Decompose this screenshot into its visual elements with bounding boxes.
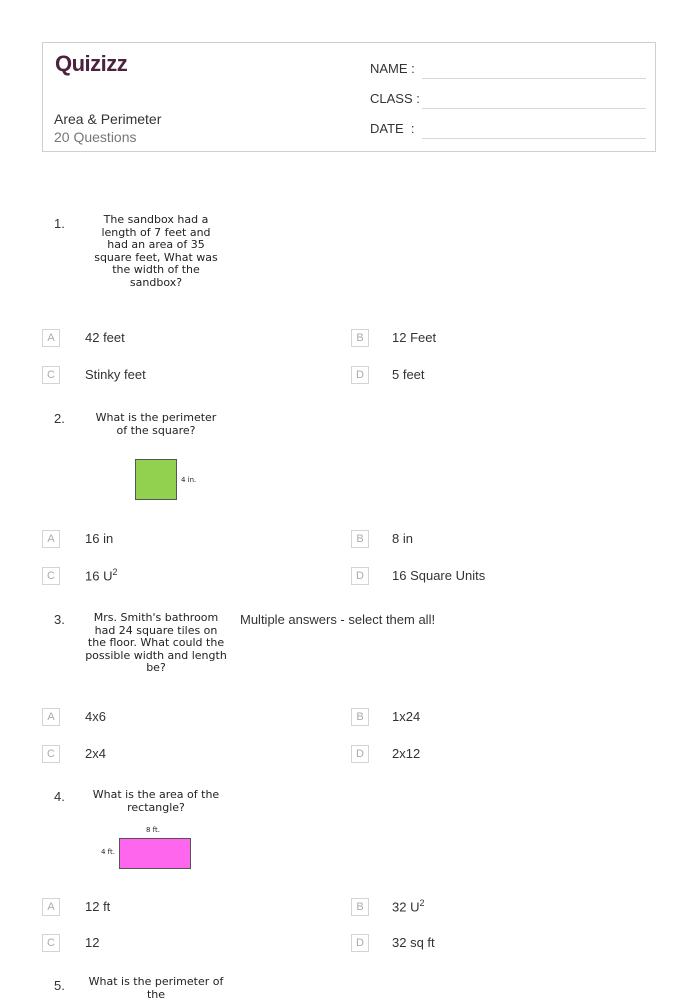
question-text: What is the perimeter of the square? [95, 411, 217, 437]
option-text: 2x12 [392, 746, 421, 761]
question-number: 5. [54, 978, 65, 993]
name-label: NAME : [370, 61, 415, 76]
option-text: 16 $U^2$ [85, 567, 118, 584]
option-text: 5 feet [392, 367, 425, 382]
option-letter: A [42, 708, 60, 726]
option-letter: C [42, 934, 60, 952]
option-text: 4x6 [85, 709, 106, 724]
question-text: The sandbox had a length of 7 feet and had an area of 35 square feet, What was the width of the sandbox? [94, 213, 218, 289]
question-text: Mrs. Smith's bathroom had 24 square tiles on the floor. What could the possible width and length be? [85, 611, 227, 674]
option-letter: B [351, 898, 369, 916]
class-line [422, 108, 646, 109]
question-text: What is the area of the rectangle? [92, 788, 220, 814]
option-text: Stinky feet [85, 367, 146, 382]
date-label: DATE : [370, 121, 415, 136]
option-letter: C [42, 366, 60, 384]
option-letter: A [42, 329, 60, 347]
option-text: 12 [85, 935, 100, 950]
worksheet-title: Area & Perimeter [54, 111, 162, 127]
option-letter: B [351, 708, 369, 726]
worksheet-header [42, 42, 656, 152]
quizizz-logo: Quizizz [55, 51, 128, 76]
question-number: 1. [54, 216, 65, 231]
option-letter: D [351, 567, 369, 585]
option-letter: D [351, 366, 369, 384]
rectangle-figure [119, 838, 191, 869]
name-line [422, 78, 646, 79]
option-letter: A [42, 898, 60, 916]
date-line [422, 138, 646, 139]
question-number: 3. [54, 612, 65, 627]
option-text: 1x24 [392, 709, 421, 724]
question-text: What is the perimeter of the [88, 975, 224, 1001]
multiple-answers-note: Multiple answers - select them all! [240, 612, 436, 627]
square-figure [135, 459, 177, 500]
question-number: 2. [54, 411, 65, 426]
option-text: 12 Feet [392, 330, 437, 345]
question-count: 20 Questions [54, 129, 137, 145]
option-letter: C [42, 567, 60, 585]
rectangle-width-label: 4 ft. [101, 848, 115, 856]
option-text: 12 ft [85, 899, 111, 914]
question-number: 4. [54, 789, 65, 804]
option-text: 42 feet [85, 330, 125, 345]
option-text: 32 sq ft [392, 935, 435, 950]
option-letter: D [351, 745, 369, 763]
option-text: 16 Square Units [392, 568, 486, 583]
option-text: 32 $U^2$ [392, 898, 425, 915]
option-text: 16 in [85, 531, 114, 546]
option-letter: B [351, 329, 369, 347]
rectangle-length-label: 8 ft. [146, 826, 160, 834]
option-letter: B [351, 530, 369, 548]
option-text: 2x4 [85, 746, 106, 761]
option-letter: A [42, 530, 60, 548]
option-text: 8 in [392, 531, 413, 546]
option-letter: C [42, 745, 60, 763]
square-side-label: 4 in. [181, 476, 197, 484]
class-label: CLASS : [370, 91, 420, 106]
option-letter: D [351, 934, 369, 952]
